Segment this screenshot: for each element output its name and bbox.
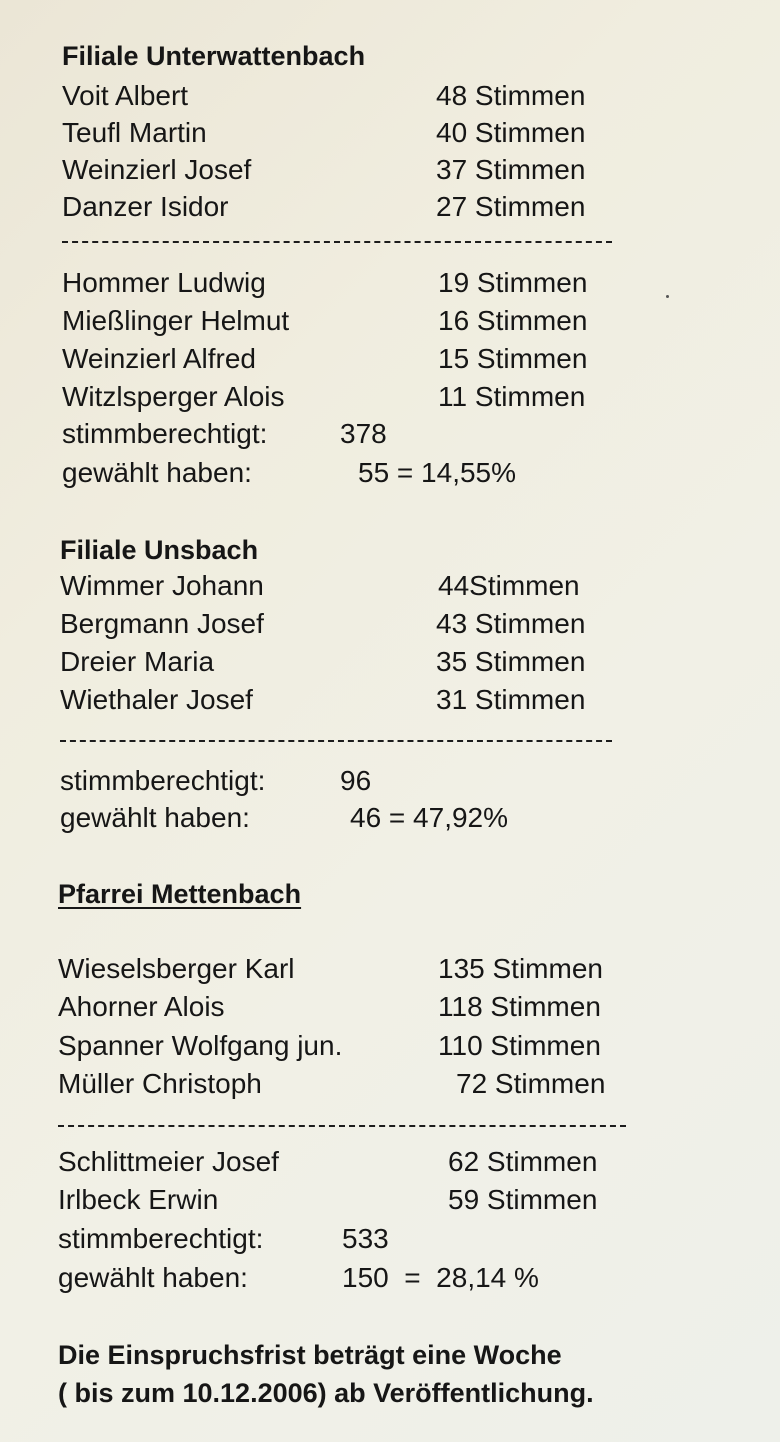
eligible-label: stimmberechtigt:: [58, 1223, 264, 1254]
candidate-row: [0, 115, 780, 151]
eligible-label: stimmberechtigt:: [62, 418, 268, 449]
candidate-votes: 19 Stimmen: [438, 267, 588, 298]
dashed-divider: [62, 241, 612, 243]
candidate-name: Weinzierl Alfred: [62, 343, 257, 374]
candidate-votes: 110 Stimmen: [438, 1030, 601, 1061]
candidate-votes: 135 Stimmen: [438, 953, 603, 984]
turnout-row: [0, 800, 780, 836]
turnout-value: 55 = 14,55%: [358, 457, 517, 488]
candidate-row: [0, 1066, 780, 1102]
candidate-name: Wimmer Johann: [60, 570, 264, 601]
paper-speck: [666, 295, 669, 298]
candidate-name: Teufl Martin: [62, 117, 207, 148]
turnout-value: 150 = 28,14 %: [342, 1262, 539, 1293]
candidate-name: Witzlsperger Alois: [62, 381, 285, 412]
candidate-votes: 35 Stimmen: [436, 646, 586, 677]
section-title-text: Pfarrei Mettenbach: [58, 879, 302, 909]
candidate-row: [0, 265, 780, 301]
candidate-name: Mießlinger Helmut: [62, 305, 290, 336]
dashed-divider: [60, 740, 612, 742]
objection-period-notice-line2: ( bis zum 10.12.2006) ab Veröffentlichung.: [58, 1378, 594, 1408]
candidate-votes: 27 Stimmen: [436, 191, 586, 222]
turnout-label: gewählt haben:: [58, 1262, 248, 1293]
candidate-row: [0, 644, 780, 680]
turnout-label: gewählt haben:: [60, 802, 250, 833]
section-title-mettenbach: [0, 876, 780, 912]
turnout-row: [0, 455, 780, 491]
eligible-voters-row: [0, 416, 780, 452]
candidate-name: Irlbeck Erwin: [58, 1184, 219, 1215]
candidate-row: [0, 152, 780, 188]
section-title-text: Filiale Unterwattenbach: [62, 41, 366, 71]
turnout-value: 46 = 47,92%: [350, 802, 509, 833]
candidate-votes: 31 Stimmen: [436, 684, 586, 715]
eligible-value: 96: [340, 765, 372, 796]
candidate-votes: 43 Stimmen: [436, 608, 586, 639]
eligible-value: 378: [340, 418, 387, 449]
candidate-name: Dreier Maria: [60, 646, 215, 677]
candidate-row: [0, 568, 780, 604]
candidate-votes: 59 Stimmen: [448, 1184, 598, 1215]
candidate-name: Bergmann Josef: [60, 608, 264, 639]
candidate-row: [0, 989, 780, 1025]
turnout-row: [0, 1260, 780, 1296]
eligible-value: 533: [342, 1223, 389, 1254]
dashed-divider: [58, 1125, 626, 1127]
eligible-voters-row: [0, 1221, 780, 1257]
candidate-name: Spanner Wolfgang jun.: [58, 1030, 343, 1061]
candidate-row: [0, 78, 780, 114]
objection-period-notice-line1: Die Einspruchsfrist beträgt eine Woche: [58, 1340, 562, 1370]
section-title-text: Filiale Unsbach: [60, 535, 259, 565]
eligible-label: stimmberechtigt:: [60, 765, 266, 796]
candidate-row: [0, 341, 780, 377]
candidate-name: Müller Christoph: [58, 1068, 262, 1099]
candidate-votes: 15 Stimmen: [438, 343, 588, 374]
candidate-votes: 37 Stimmen: [436, 154, 586, 185]
candidate-votes: 72 Stimmen: [456, 1068, 606, 1099]
candidate-name: Weinzierl Josef: [62, 154, 252, 185]
candidate-row: [0, 682, 780, 718]
candidate-row: [0, 1144, 780, 1180]
candidate-votes: 62 Stimmen: [448, 1146, 598, 1177]
candidate-votes: 118 Stimmen: [438, 991, 601, 1022]
candidate-row: [0, 189, 780, 225]
eligible-voters-row: [0, 763, 780, 799]
candidate-votes: 44Stimmen: [438, 570, 580, 601]
candidate-row: [0, 606, 780, 642]
candidate-votes: 16 Stimmen: [438, 305, 588, 336]
candidate-votes: 40 Stimmen: [436, 117, 586, 148]
candidate-votes: 48 Stimmen: [436, 80, 586, 111]
candidate-name: Hommer Ludwig: [62, 267, 266, 298]
candidate-name: Schlittmeier Josef: [58, 1146, 279, 1177]
candidate-row: [0, 303, 780, 339]
candidate-row: [0, 1182, 780, 1218]
candidate-row: [0, 1028, 780, 1064]
turnout-label: gewählt haben:: [62, 457, 252, 488]
candidate-name: Ahorner Alois: [58, 991, 225, 1022]
candidate-name: Wiethaler Josef: [60, 684, 253, 715]
candidate-name: Danzer Isidor: [62, 191, 229, 222]
candidate-name: Voit Albert: [62, 80, 189, 111]
section-title-unsbach: [0, 532, 780, 568]
candidate-name: Wieselsberger Karl: [58, 953, 295, 984]
candidate-votes: 11 Stimmen: [438, 381, 586, 412]
section-title-unterwattenbach: [0, 38, 780, 74]
candidate-row: [0, 379, 780, 415]
candidate-row: [0, 951, 780, 987]
